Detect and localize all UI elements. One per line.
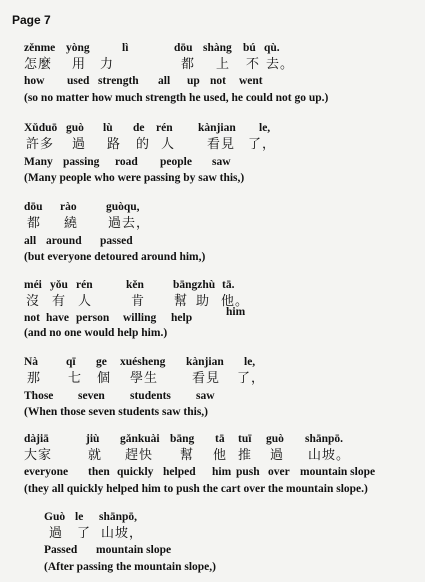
- hanzi-word: 去。: [266, 57, 295, 72]
- gloss-word: person: [76, 312, 110, 324]
- hanzi-word: 繞: [64, 216, 79, 231]
- gloss-word: used: [67, 75, 90, 87]
- pinyin-word: qù.: [264, 42, 280, 54]
- pinyin-word: yǒu: [50, 279, 68, 291]
- hanzi-word: 上: [216, 57, 231, 72]
- pinyin-word: kěn: [126, 279, 144, 291]
- gloss-word: help: [171, 312, 193, 324]
- pinyin-word: Nà: [24, 356, 39, 368]
- pinyin-word: shānpō,: [99, 511, 138, 523]
- pinyin-word: dàjiā: [24, 433, 49, 445]
- gloss-word: quickly: [117, 466, 154, 478]
- gloss-word: push: [236, 466, 260, 478]
- hanzi-word: 幫: [180, 448, 195, 463]
- pinyin-word: jiù: [86, 433, 100, 445]
- hanzi-word: 推: [238, 448, 253, 463]
- gloss-word: seven: [78, 390, 105, 402]
- pinyin-word: de: [133, 122, 145, 134]
- gloss-word: went: [239, 75, 263, 87]
- hanzi-word: 過去，: [108, 216, 151, 231]
- pinyin-word: shānpō.: [305, 433, 344, 445]
- pinyin-word: shàng: [203, 42, 232, 54]
- hanzi-word: 學生: [130, 371, 159, 386]
- gloss-word: passing: [63, 156, 100, 168]
- hanzi-word: 他。: [221, 294, 250, 309]
- hanzi-word: 怎麼: [24, 57, 53, 72]
- hanzi-word: 許多: [26, 137, 55, 152]
- pinyin-word: ge: [96, 356, 107, 368]
- gloss-word: mountain slope: [96, 544, 172, 556]
- pinyin-word: le,: [259, 122, 271, 134]
- gloss-word: all: [158, 75, 171, 87]
- pinyin-word: lì: [122, 42, 129, 54]
- pinyin-word: tā: [215, 433, 225, 445]
- gloss-word: how: [24, 75, 45, 87]
- translation-line: (and no one would help him.): [24, 327, 168, 339]
- translation-line: (so no matter how much strength he used, he could not go up.): [24, 92, 329, 104]
- hanzi-word: 路: [107, 137, 122, 152]
- gloss-word: helped: [163, 466, 196, 478]
- hanzi-word: 的: [136, 137, 151, 152]
- pinyin-word: tā.: [222, 279, 235, 291]
- translation-line: (they all quickly helped him to push the cart over the mountain slope.): [24, 483, 368, 495]
- hanzi-word: 那: [27, 371, 42, 386]
- hanzi-word: 就: [88, 448, 103, 463]
- gloss-word: students: [130, 390, 171, 402]
- gloss-word: not: [210, 75, 226, 87]
- gloss-word: strength: [98, 75, 139, 87]
- gloss-word: up: [187, 75, 200, 87]
- pinyin-word: Guò: [44, 511, 66, 523]
- translation-line: (but everyone detoured around him,): [24, 251, 206, 263]
- gloss-word: around: [46, 235, 82, 247]
- hanzi-word: 人: [78, 294, 93, 309]
- gloss-word: saw: [196, 390, 215, 402]
- hanzi-word: 都: [181, 57, 196, 72]
- pinyin-word: rào: [60, 201, 77, 213]
- hanzi-word: 看見: [192, 371, 221, 386]
- translation-line: (Many people who were passing by saw this,): [24, 172, 245, 184]
- hanzi-word: 了，: [237, 371, 266, 386]
- gloss-word: all: [24, 235, 37, 247]
- pinyin-word: tuī: [238, 433, 252, 445]
- hanzi-word: 都: [27, 216, 42, 231]
- translation-line: (When those seven students saw this,): [24, 406, 209, 418]
- pinyin-word: rén: [156, 122, 173, 134]
- translation-line: (After passing the mountain slope,): [44, 561, 216, 573]
- pinyin-word: dōu: [24, 201, 43, 213]
- pinyin-word: lù: [103, 122, 113, 134]
- pinyin-word: gǎnkuài: [120, 433, 160, 445]
- hanzi-word: 過: [49, 526, 64, 541]
- gloss-word: not: [24, 312, 40, 324]
- hanzi-word: 助: [196, 294, 211, 309]
- hanzi-word: 用: [72, 57, 87, 72]
- gloss-word: road: [115, 156, 138, 168]
- gloss-word: have: [46, 312, 69, 324]
- hanzi-word: 有: [52, 294, 67, 309]
- hanzi-word: 人: [161, 137, 176, 152]
- hanzi-word: 趕快: [125, 448, 154, 463]
- pinyin-word: le,: [244, 356, 256, 368]
- pinyin-word: bāngzhù: [173, 279, 216, 291]
- hanzi-word: 大家: [24, 448, 53, 463]
- pinyin-word: méi: [24, 279, 42, 291]
- page-title: Page 7: [12, 13, 51, 27]
- hanzi-word: 過: [270, 448, 285, 463]
- hanzi-word: 過: [72, 137, 87, 152]
- gloss-word: passed: [100, 235, 133, 247]
- pinyin-word: bú: [243, 42, 256, 54]
- gloss-word: saw: [212, 156, 231, 168]
- pinyin-word: Xǔduō: [24, 122, 58, 134]
- hanzi-word: 個: [97, 371, 112, 386]
- pinyin-word: guòqu,: [106, 201, 140, 213]
- hanzi-word: 了: [77, 526, 92, 541]
- pinyin-word: kànjian: [198, 122, 236, 134]
- hanzi-word: 山坡。: [308, 448, 351, 463]
- hanzi-word: 不: [246, 57, 261, 72]
- pinyin-word: guò: [66, 122, 84, 134]
- gloss-word: everyone: [24, 466, 69, 478]
- pinyin-word: rén: [76, 279, 93, 291]
- gloss-word: mountain slope: [300, 466, 376, 478]
- pinyin-word: qī: [66, 356, 76, 368]
- pinyin-word: kànjian: [186, 356, 224, 368]
- hanzi-word: 力: [100, 57, 115, 72]
- pinyin-word: yòng: [66, 42, 90, 54]
- hanzi-word: 他: [213, 448, 228, 463]
- pinyin-word: guò: [266, 433, 284, 445]
- pinyin-word: dōu: [174, 42, 193, 54]
- gloss-word: Those: [24, 390, 54, 402]
- gloss-word: him: [212, 466, 232, 478]
- hanzi-word: 山坡，: [101, 526, 144, 541]
- hanzi-word: 看見: [207, 137, 236, 152]
- pinyin-word: le: [75, 511, 84, 523]
- gloss-word: willing: [123, 312, 157, 324]
- gloss-word: Passed: [44, 544, 78, 556]
- pinyin-word: bāng: [170, 433, 195, 445]
- hanzi-word: 了，: [248, 137, 277, 152]
- pinyin-word: zěnme: [24, 42, 56, 54]
- pinyin-word: xuésheng: [120, 356, 166, 368]
- hanzi-word: 肯: [131, 294, 146, 309]
- hanzi-word: 幫: [174, 294, 189, 309]
- gloss-word: him: [226, 306, 246, 318]
- gloss-word: then: [88, 466, 110, 478]
- gloss-word: people: [160, 156, 192, 168]
- hanzi-word: 七: [68, 371, 83, 386]
- gloss-word: over: [268, 466, 290, 478]
- hanzi-word: 沒: [26, 294, 41, 309]
- gloss-word: Many: [24, 156, 53, 168]
